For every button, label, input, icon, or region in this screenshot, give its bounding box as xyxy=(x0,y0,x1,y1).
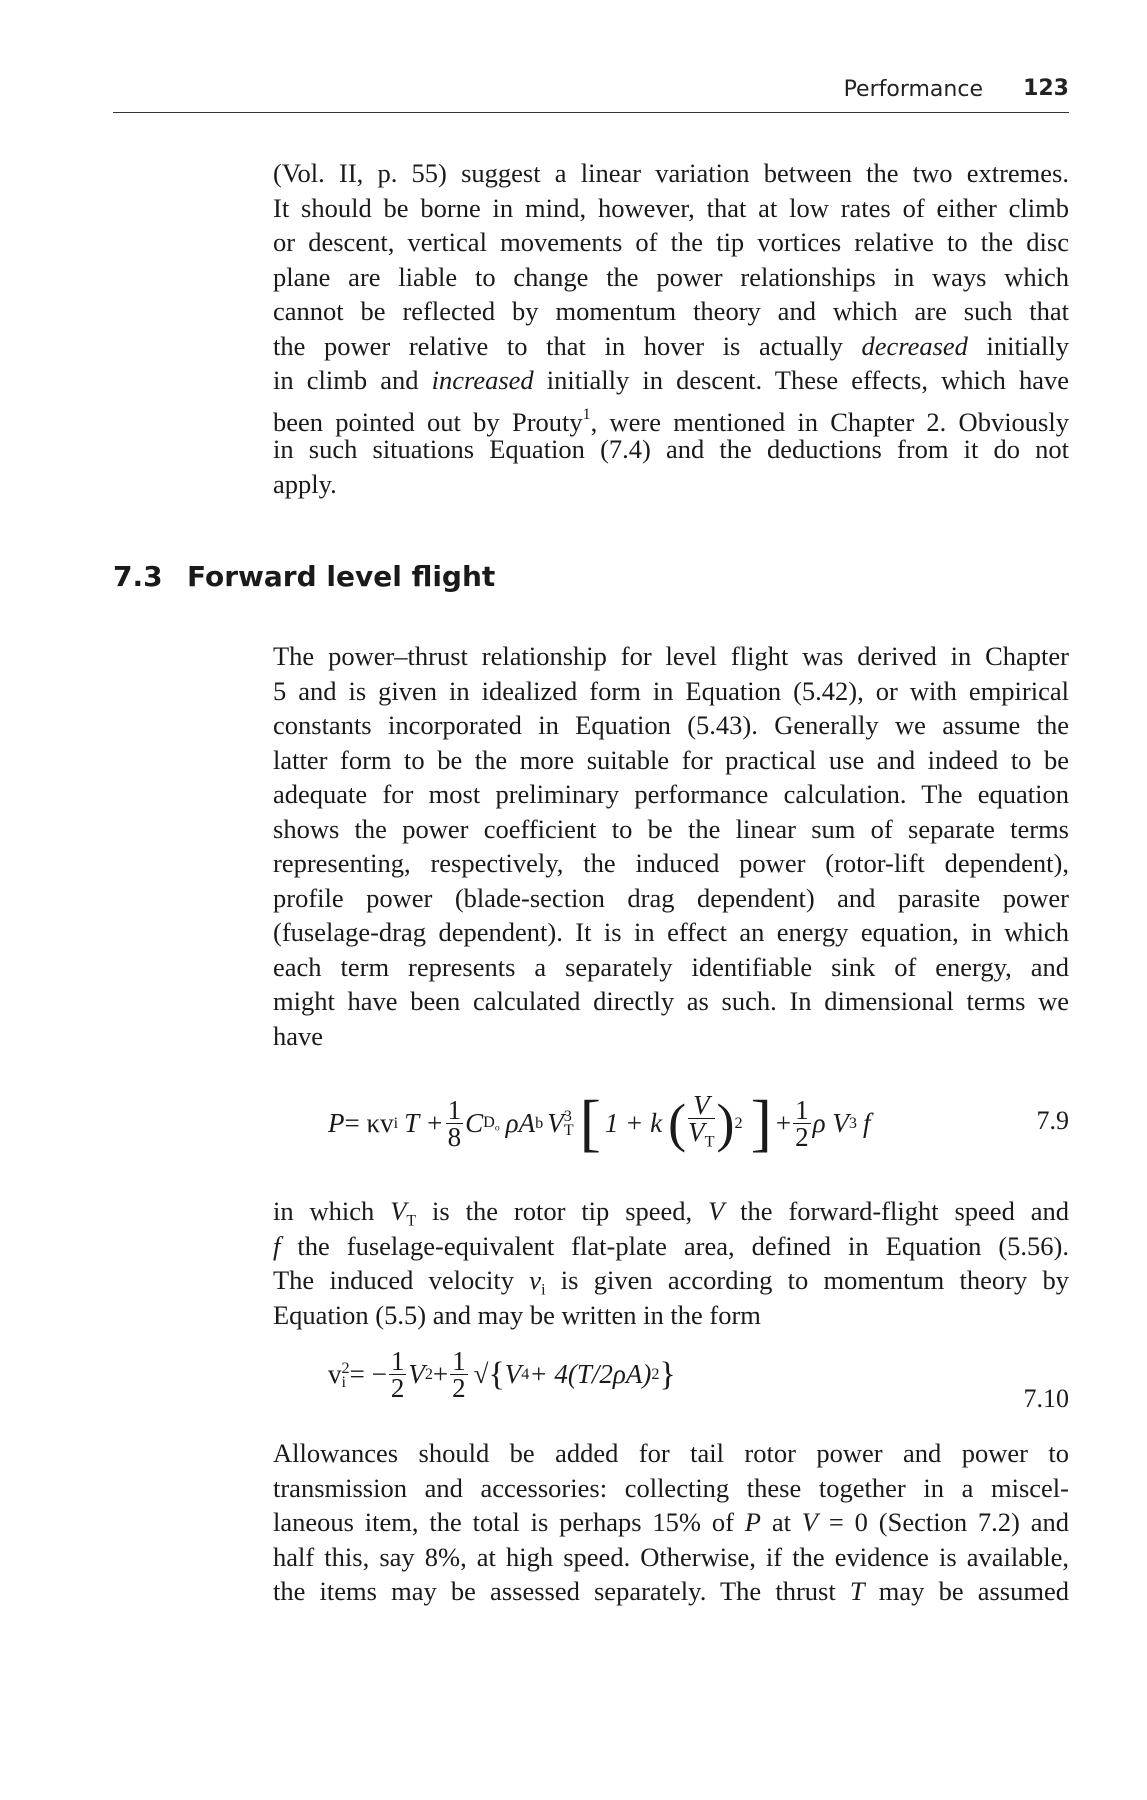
equation-7-10 xyxy=(273,1344,1069,1424)
eq-superscript: 2 xyxy=(734,1113,743,1132)
text-line: Allowances should be added for tail rotor power and power to xyxy=(273,1438,1069,1468)
eq-numerator: 1 xyxy=(390,1346,405,1376)
math-subscript: T xyxy=(406,1212,417,1230)
text-line: constants incorporated in Equation (5.43). Generally we assume the xyxy=(273,710,1069,740)
text-line: adequate for most preliminary performance calculation. The equation xyxy=(273,779,1069,809)
text-line: in such situations Equation (7.4) and the deductions from it do not xyxy=(273,434,1069,464)
eq-fraction xyxy=(446,1094,464,1152)
eq-subscript xyxy=(483,1113,500,1133)
eq-denominator: 2 xyxy=(795,1121,809,1152)
paragraph-3 xyxy=(273,1194,1069,1332)
text-line: or descent, vertical movements of the tip vortices relative to the disc xyxy=(273,227,1069,257)
section-heading xyxy=(113,560,495,593)
paragraph-1 xyxy=(273,156,1069,501)
eq-symbol: ρ V xyxy=(812,1107,849,1138)
eq-fraction xyxy=(450,1348,468,1401)
equation-7-9 xyxy=(273,1082,1069,1162)
eq-symbol: V xyxy=(408,1359,425,1389)
eq-symbol: P xyxy=(328,1107,345,1138)
emphasis-decreased: decreased xyxy=(861,330,968,361)
running-title: Performance xyxy=(843,77,983,102)
equation-body xyxy=(328,1087,871,1159)
text-line: 5 and is given in idealized form in Equation (5.42), or with empirical xyxy=(273,675,1069,706)
eq-numerator: V xyxy=(688,1092,714,1119)
eq-superscript: 4 xyxy=(521,1365,530,1383)
paren-close-icon: ) xyxy=(716,1093,735,1154)
text-line: shows the power coefficient to be the linear sum of separate terms xyxy=(273,813,1069,844)
eq-denominator: 2 xyxy=(390,1373,405,1403)
math-symbol: T xyxy=(849,1576,865,1606)
eq-symbol: ρA xyxy=(505,1107,536,1138)
text-line: transmission and accessories: collecting these together in a miscel- xyxy=(273,1472,1069,1503)
eq-fraction xyxy=(389,1348,407,1401)
page-number: 123 xyxy=(1023,76,1069,101)
math-symbol: v xyxy=(529,1265,542,1295)
paren-open-icon: ( xyxy=(668,1093,687,1154)
text-line: might have been calculated directly as such. In dimensional terms we xyxy=(273,986,1069,1016)
eq-subscript: i xyxy=(393,1113,399,1132)
eq-symbol: V xyxy=(547,1107,564,1138)
eq-numerator: 1 xyxy=(795,1094,809,1125)
text-line: It should be borne in mind, however, that at low rates of either climb xyxy=(273,192,1069,223)
eq-fraction xyxy=(793,1094,811,1152)
text-run: = 0 (Section 7.2) and xyxy=(817,1507,1069,1537)
eq-superscript: 2 xyxy=(341,1358,350,1377)
text-run: initially in descent. These effects, which have xyxy=(533,365,1069,395)
text-run: is given according to momentum theory by xyxy=(545,1265,1069,1295)
paragraph-4 xyxy=(273,1436,1069,1609)
text-run: is the rotor tip speed, xyxy=(416,1196,709,1226)
eq-denominator: 8 xyxy=(447,1121,462,1152)
sqrt-icon: √ xyxy=(473,1359,489,1389)
equation-number: 7.9 xyxy=(1036,1106,1069,1135)
text-run: may be assumed xyxy=(864,1576,1069,1606)
equation-number: 7.10 xyxy=(1023,1384,1069,1413)
text-line: have xyxy=(273,1020,324,1051)
math-symbol: P xyxy=(744,1507,761,1537)
eq-symbol: f xyxy=(862,1107,871,1138)
text-run: laneous item, the total is perhaps 15% of xyxy=(273,1507,745,1537)
text-line: representing, respectively, the induced power (rotor-lift dependent), xyxy=(273,848,1069,878)
text-run: at xyxy=(760,1507,802,1537)
text-run: in which xyxy=(273,1196,391,1226)
eq-symbol: + xyxy=(432,1359,449,1389)
text-line xyxy=(273,1505,1069,1540)
eq-subsubscript: o xyxy=(494,1122,500,1134)
eq-superscript: 2 xyxy=(651,1365,660,1383)
text-line: apply. xyxy=(273,468,337,499)
eq-symbol: + 4(T/2ρA) xyxy=(529,1359,652,1389)
eq-fraction xyxy=(688,1092,714,1155)
eq-symbol: 1 + k xyxy=(604,1107,663,1138)
eq-subscript: T xyxy=(563,1121,574,1140)
eq-symbol: = κv xyxy=(344,1107,394,1138)
text-run: the fuselage-equivalent flat-plate area, defined in Equation (5.56). xyxy=(280,1230,1069,1261)
eq-symbol: C xyxy=(465,1107,484,1138)
eq-denominator: 2 xyxy=(452,1373,466,1403)
bracket-close-icon: ] xyxy=(750,1087,772,1159)
text-line xyxy=(273,363,1069,398)
eq-symbol: V xyxy=(504,1359,522,1389)
eq-numerator: 1 xyxy=(452,1346,466,1376)
eq-superscript: 3 xyxy=(563,1107,572,1126)
math-symbol: f xyxy=(273,1230,281,1261)
text-line: The power–thrust relationship for level flight was derived in Chapter xyxy=(273,641,1069,671)
math-symbol: V xyxy=(801,1507,818,1537)
eq-script-stack xyxy=(563,1107,574,1140)
text-run: been pointed out by Prouty xyxy=(273,406,583,437)
eq-subscript: i xyxy=(341,1372,346,1391)
text-line xyxy=(273,1574,1069,1609)
text-run: the power relative to that in hover is actually xyxy=(273,330,862,361)
text-line: profile power (blade-section drag dependent) and parasite power xyxy=(273,882,1069,913)
emphasis-increased: increased xyxy=(431,365,534,395)
brace-open-icon: { xyxy=(488,1355,505,1393)
math-symbol: V xyxy=(390,1196,407,1226)
page-header xyxy=(113,68,1069,113)
text-line: plane are liable to change the power relationships in ways which xyxy=(273,261,1069,292)
footnote-ref: 1 xyxy=(582,405,591,423)
eq-symbol: + xyxy=(775,1107,792,1138)
text-run: initially xyxy=(967,330,1069,361)
eq-symbol: v xyxy=(328,1359,342,1389)
eq-script-stack xyxy=(341,1358,350,1391)
text-line xyxy=(273,398,1069,437)
bracket-open-icon: [ xyxy=(579,1087,601,1159)
text-line xyxy=(273,1263,1069,1298)
paragraph-2 xyxy=(273,639,1069,1053)
eq-symbol: = − xyxy=(349,1359,387,1389)
eq-subscript: T xyxy=(704,1132,715,1151)
text-line: cannot be reflected by momentum theory and which are such that xyxy=(273,296,1069,326)
eq-superscript: 2 xyxy=(424,1365,433,1383)
text-run: The induced velocity xyxy=(273,1265,530,1295)
text-line: latter form to be the more suitable for practical use and indeed to be xyxy=(273,744,1069,775)
eq-symbol: T + xyxy=(404,1107,444,1138)
brace-close-icon: } xyxy=(659,1355,676,1393)
text-run: the forward-flight speed and xyxy=(724,1196,1069,1226)
eq-subscript: b xyxy=(535,1113,544,1132)
section-number: 7.3 xyxy=(113,560,163,593)
text-line xyxy=(273,329,1069,364)
text-line: half this, say 8%, at high speed. Otherwise, if the evidence is available, xyxy=(273,1541,1069,1572)
math-symbol: V xyxy=(708,1196,725,1226)
text-line xyxy=(273,1194,1069,1229)
text-line: (fuselage-drag dependent). It is in effect an energy equation, in which xyxy=(273,917,1069,947)
text-line: Equation (5.5) and may be written in the form xyxy=(273,1299,761,1330)
eq-denominator xyxy=(688,1119,714,1155)
text-line: each term represents a separately identifiable sink of energy, and xyxy=(273,951,1069,982)
text-run: in climb and xyxy=(273,365,432,395)
text-line xyxy=(273,1229,1069,1264)
section-title: Forward level flight xyxy=(187,560,496,593)
eq-numerator: 1 xyxy=(447,1094,462,1125)
eq-symbol: V xyxy=(688,1117,705,1147)
eq-subscript-text: D xyxy=(483,1113,495,1132)
equation-body xyxy=(328,1348,676,1401)
text-line: (Vol. II, p. 55) suggest a linear variation between the two extremes. xyxy=(273,158,1069,188)
text-run: the items may be assessed separately. The thrust xyxy=(273,1576,850,1606)
text-run: , were mentioned in Chapter 2. Obviously xyxy=(590,406,1069,437)
math-subscript: i xyxy=(541,1281,546,1299)
eq-superscript: 3 xyxy=(848,1113,857,1132)
